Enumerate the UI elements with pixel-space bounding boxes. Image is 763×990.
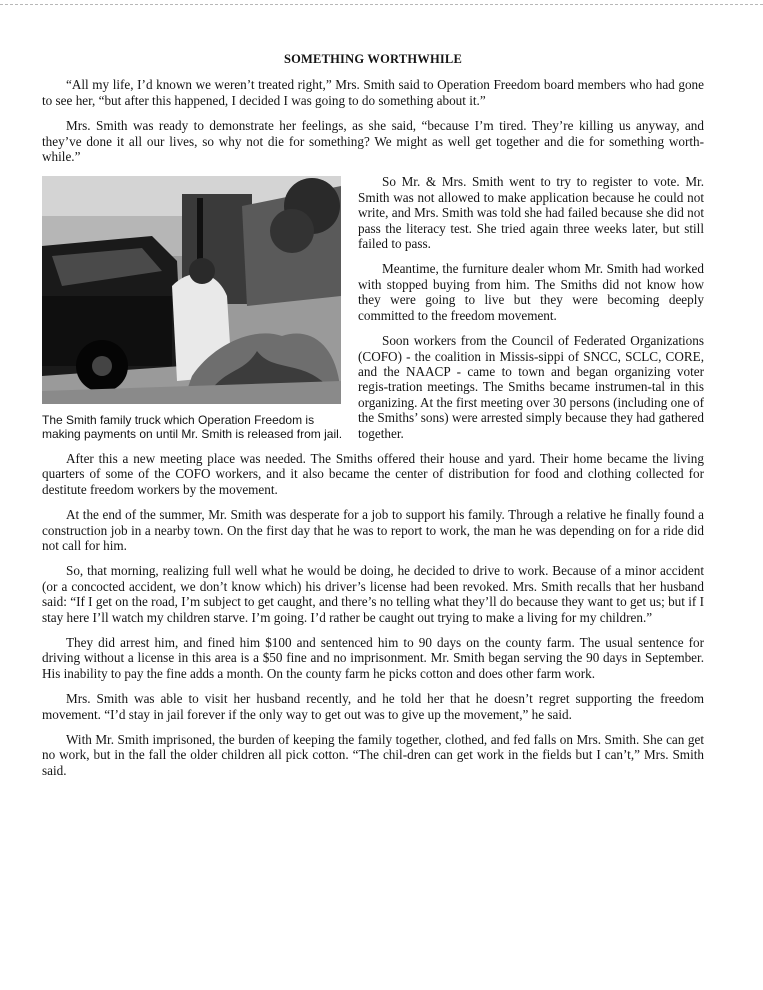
figure-caption: The Smith family truck which Operation Freedom is making payments on until Mr. Smith is released from jail. [42, 413, 343, 442]
paragraph-7: At the end of the summer, Mr. Smith was desperate for a job to support his family. Through a relative he finally found a construction job in a nearby town. On the first day that he was to report to work, the man he was depending on for a ride did not call for him. [42, 507, 704, 553]
paragraph-10: Mrs. Smith was able to visit her husband recently, and he told her that he doesn’t regret supporting the freedom movement. “I’d stay in jail forever if the only way to get out was to give up the movement,” he said. [42, 691, 704, 722]
paragraph-11: With Mr. Smith imprisoned, the burden of keeping the family together, clothed, and fed falls on Mrs. Smith. She can get no work, but in the fall the older children all pick cotton. “The chil-dren can get work in the fields but I can’t,” Mrs. Smith said. [42, 732, 704, 778]
document-page [42, 52, 704, 788]
paragraph-5: Soon workers from the Council of Federated Organizations (COFO) - the coalition in Missis-sippi of SNCC, SCLC, CORE, and the NAACP - came to town and began organizing voter regis-tration meetings. The Smiths became instrumen-tal in this organizing. At the first meeting over 30 persons (including one of the Smiths’ sons) were arrested simply because they had gathered together. [358, 333, 704, 441]
paragraph-1: “All my life, I’d known we weren’t treated right,” Mrs. Smith said to Operation Freedom board members who had gone to see her, “but after this happened, I decided I was going to do something about it.” [42, 77, 704, 108]
paragraph-6: After this a new meeting place was needed. The Smiths offered their house and yard. Their home became the living quarters of some of the COFO workers, and it also became the center of distribution for food and clothing collected for destitute freedom workers by the movement. [42, 450, 704, 497]
paragraph-8: So, that morning, realizing full well what he would be doing, he decided to drive to work. Because of a minor accident (or a concocted accident, we don’t know which) his driver’s license had been revoked. Mrs. Smith recalls that her husband said: “If I get on the road, I’m subject to get caught, and there’s no telling what they’ll do because they want to get us; but if I stay here I’ll watch my children starve. I’m going. I’d rather be caught out trying to make a living for my children.” [42, 563, 704, 625]
scan-top-edge [0, 4, 763, 5]
truck-figure [42, 176, 344, 441]
paragraph-2: Mrs. Smith was ready to demonstrate her feelings, as she said, “because I’m tired. They’re killing us anyway, and they’ve done it all our lives, so why not die for something? We might as well get together and die for something worth-while.” [42, 118, 704, 165]
paragraph-9: They did arrest him, and fined him $100 and sentenced him to 90 days on the county farm. The usual sentence for driving without a license in this area is a $50 fine and no imprisonment. Mr. Smith began serving the 90 days in September. His inability to pay the fine adds a month. On the county farm he picks cotton and does other farm work. [42, 635, 704, 681]
paragraph-3: So Mr. & Mrs. Smith went to try to register to vote. Mr. Smith was not allowed to make application because he could not write, and Mrs. Smith was told she had failed because she did not pass the literacy test. She tried again three weeks later, but still failed to pass. [358, 174, 704, 252]
paragraph-4: Meantime, the furniture dealer whom Mr. Smith had worked with stopped buying from him. The Smiths did not know how they were going to live but they were becoming deeply committed to the freedom movement. [358, 261, 704, 323]
truck-photo [42, 176, 341, 404]
article-title: SOMETHING WORTHWHILE [283, 52, 463, 66]
